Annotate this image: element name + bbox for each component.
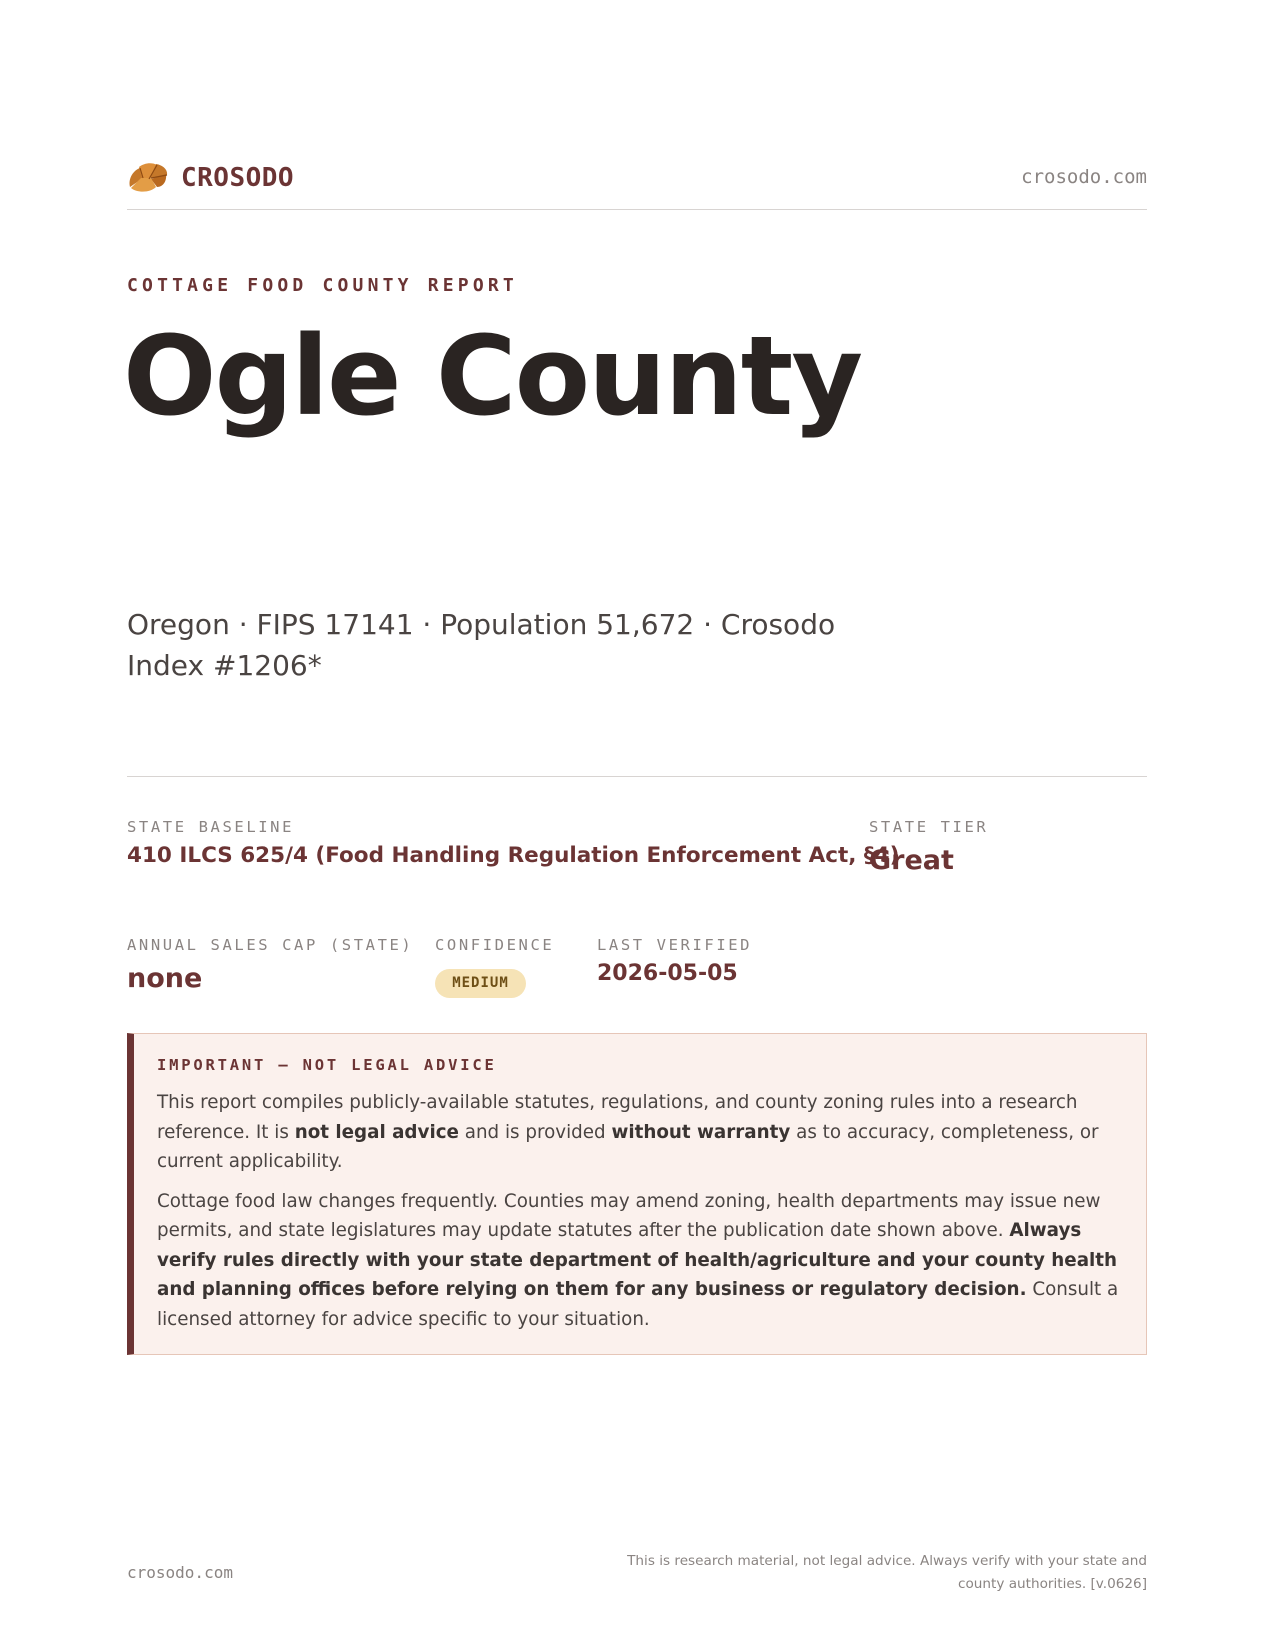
disclaimer-text: Cottage food law changes frequently. Counties may amend zoning, health departments may issue new permits, and state legislatures may update statutes after the publication date shown above. [157, 1190, 1101, 1241]
disclaimer-text: Consult a licensed attorney for advice specific to your situation. [157, 1279, 1119, 1330]
last-verified-value: 2026-05-05 [597, 961, 738, 986]
brand-name: CROSODO [181, 163, 295, 193]
confidence-label: CONFIDENCE [435, 936, 555, 954]
disclaimer-heading: IMPORTANT — NOT LEGAL ADVICE [157, 1056, 497, 1074]
state-tier-label: STATE TIER [869, 818, 989, 836]
disclaimer-text: and is provided [458, 1121, 612, 1143]
report-eyebrow: COTTAGE FOOD COUNTY REPORT [127, 275, 518, 296]
legal-disclaimer-callout [127, 1033, 1147, 1355]
page-header [127, 158, 1147, 210]
sales-cap-value: none [127, 963, 203, 994]
report-page [123, 0, 1147, 1650]
state-baseline-value: 410 ILCS 625/4 (Food Handling Regulation Enforcement Act, §4) [127, 843, 900, 868]
county-meta: Oregon · FIPS 17141 · Population 51,672 · Crosodo Index #1206* [127, 608, 836, 682]
sales-cap-label: ANNUAL SALES CAP (STATE) [127, 936, 414, 954]
site-url[interactable]: crosodo.com [1021, 166, 1147, 188]
footer-site-url[interactable]: crosodo.com [127, 1563, 233, 1582]
disclaimer-emphasis: without warranty [611, 1121, 791, 1143]
disclaimer-emphasis: Always verify rules directly with your state department of health/agriculture and your county health and planning offices before relying on them for any business or regulatory decision. [157, 1220, 1118, 1300]
disclaimer-text: as to accuracy, completeness, or current applicability. [157, 1121, 1099, 1172]
footer-note: This is research material, not legal advice. Always verify with your state and county authorities. [v.0626] [627, 1553, 1147, 1592]
disclaimer-paragraph-1 [157, 1088, 1122, 1177]
disclaimer-text: This report compiles publicly-available statutes, regulations, and county zoning rules into a research reference. It is [157, 1092, 1078, 1143]
section-divider [127, 776, 1147, 777]
croissant-icon [127, 160, 169, 196]
state-baseline-label: STATE BASELINE [127, 818, 295, 836]
state-tier-value: Great [869, 845, 954, 876]
brand[interactable] [127, 160, 294, 196]
confidence-badge: MEDIUM [435, 969, 526, 998]
last-verified-label: LAST VERIFIED [597, 936, 753, 954]
disclaimer-emphasis: not legal advice [294, 1121, 459, 1143]
page-title: Ogle County [123, 312, 862, 440]
disclaimer-paragraph-2 [157, 1187, 1122, 1335]
